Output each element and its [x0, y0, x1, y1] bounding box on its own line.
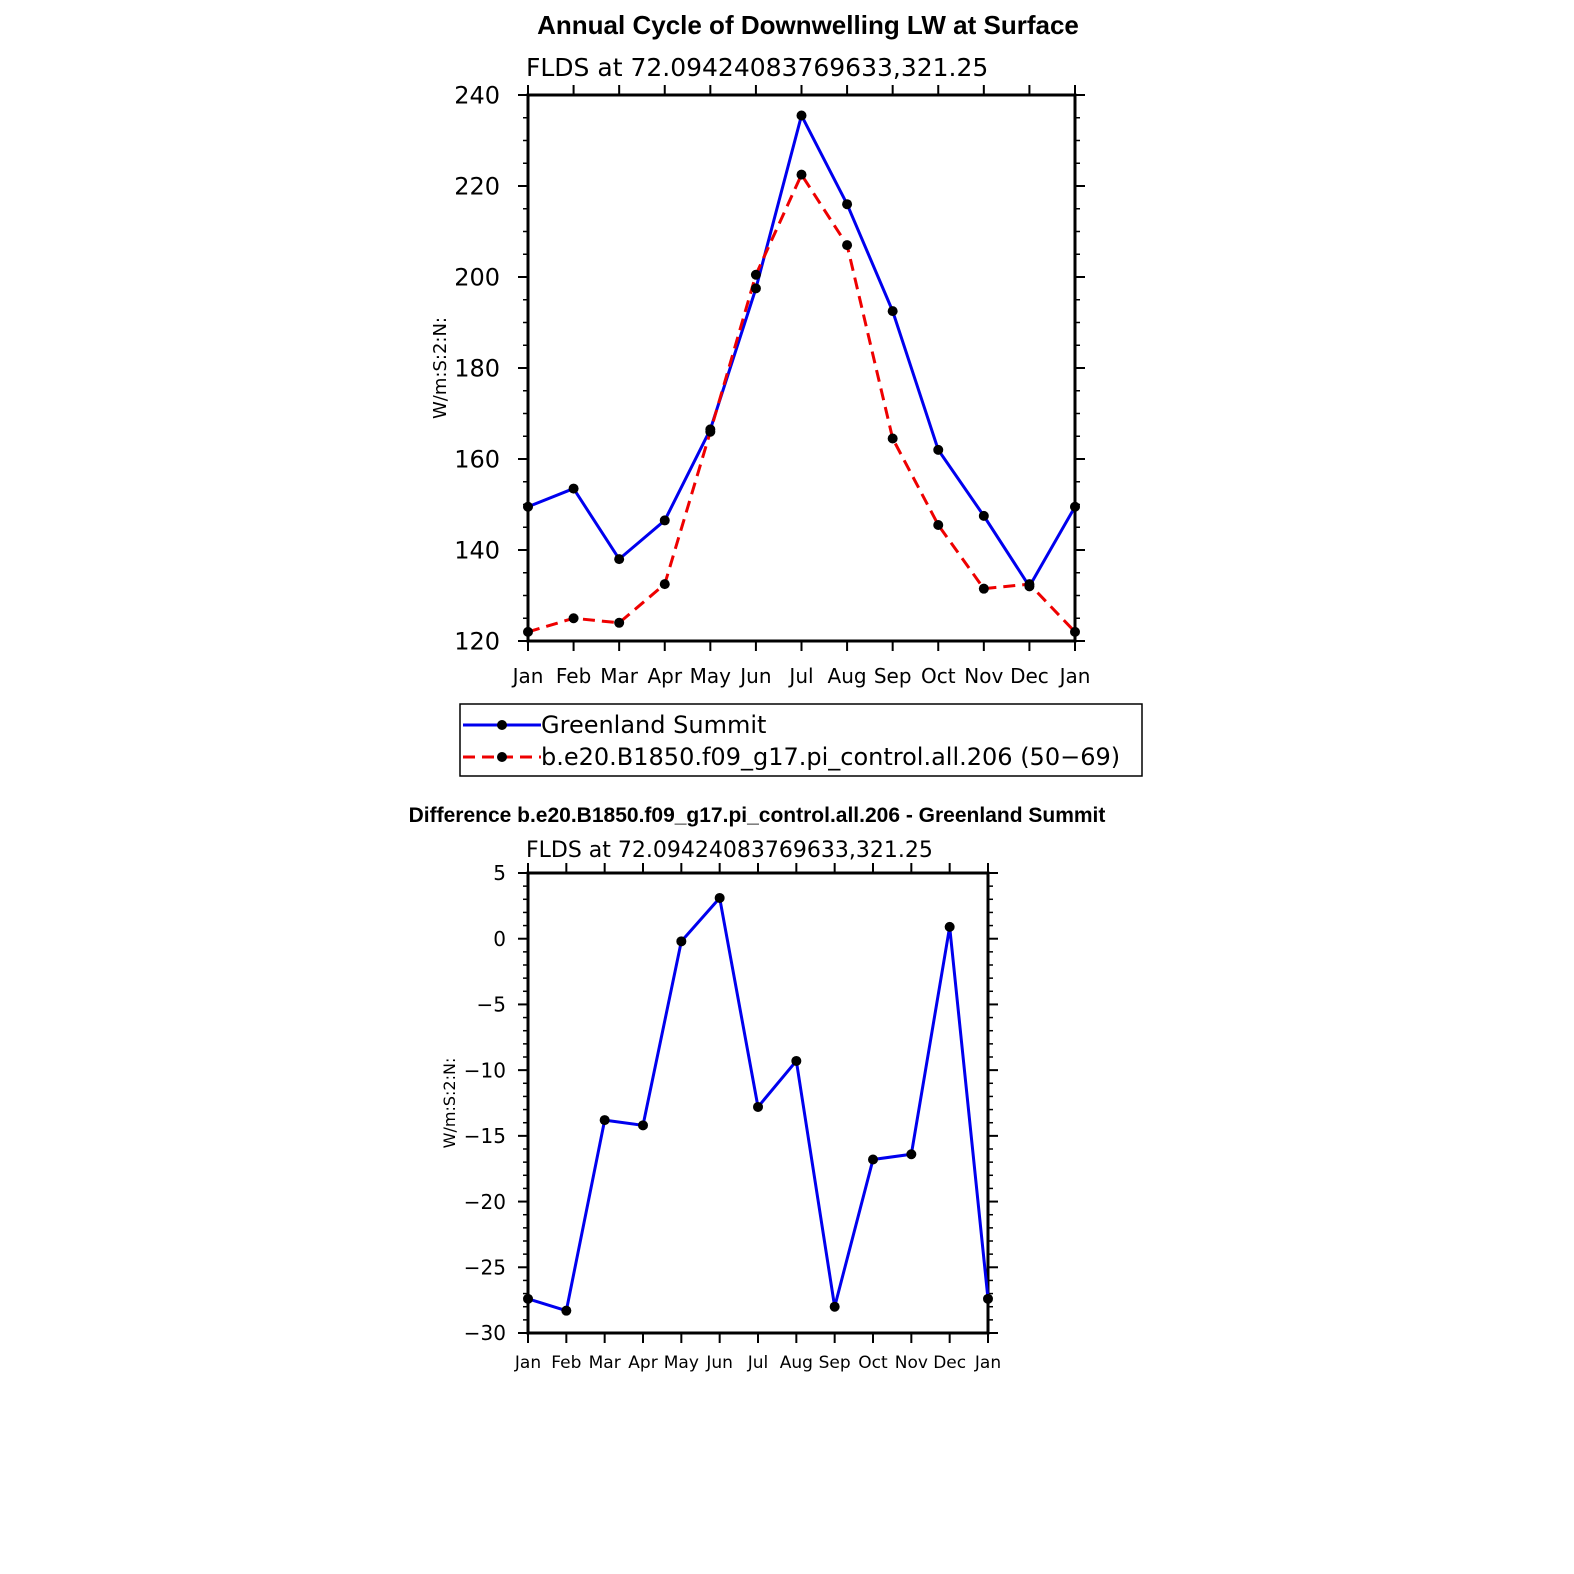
data-point-1	[933, 520, 943, 530]
chart-subtitle: FLDS at 72.09424083769633,321.25	[526, 838, 933, 863]
data-point-1	[1070, 627, 1080, 637]
data-point-0	[842, 199, 852, 209]
data-point-0	[523, 502, 533, 512]
series-group	[523, 893, 993, 1316]
data-point-1	[705, 427, 715, 437]
x-tick-label: Sep	[873, 664, 912, 688]
data-point-0	[830, 1302, 840, 1312]
x-tick-label: Aug	[827, 664, 867, 688]
y-tick-label: 5	[493, 861, 506, 886]
x-ticks	[514, 863, 1001, 1373]
x-tick-label: Apr	[628, 1353, 658, 1373]
data-point-0	[715, 893, 725, 903]
x-tick-label: Apr	[647, 664, 683, 688]
y-ticks	[454, 82, 1085, 656]
legend-label-greenland: Greenland Summit	[541, 711, 767, 739]
y-tick-label: 0	[493, 926, 506, 951]
data-point-1	[842, 240, 852, 250]
data-point-0	[791, 1056, 801, 1066]
data-point-1	[751, 270, 761, 280]
y-tick-label: −25	[463, 1255, 506, 1280]
x-tick-label: Mar	[600, 664, 639, 688]
y-tick-label: 140	[454, 536, 500, 565]
data-point-0	[561, 1306, 571, 1316]
x-tick-label: Jun	[740, 664, 772, 688]
data-point-1	[660, 579, 670, 589]
data-point-0	[945, 922, 955, 932]
chart-title: Difference b.e20.B1850.f09_g17.pi_control.all.206 - Greenland Summit	[408, 804, 1106, 827]
y-ticks	[464, 861, 998, 1345]
x-tick-label: Feb	[551, 1353, 582, 1373]
data-point-1	[614, 618, 624, 628]
x-tick-label: May	[663, 1353, 699, 1373]
series-group	[523, 110, 1080, 636]
data-point-1	[1024, 579, 1034, 589]
data-point-0	[979, 511, 989, 521]
x-tick-label: Jan	[974, 1353, 1002, 1373]
data-point-1	[797, 170, 807, 180]
y-tick-label: 120	[454, 627, 500, 656]
y-tick-label: −5	[476, 992, 506, 1017]
data-point-1	[888, 434, 898, 444]
difference-chart	[409, 804, 1106, 1373]
series-line-1	[528, 175, 1075, 632]
annual-cycle-chart	[430, 10, 1090, 688]
x-tick-label: Nov	[894, 1353, 928, 1373]
x-tick-label: Jan	[512, 664, 544, 688]
y-axis-label: W/m:S:2:N:	[430, 317, 451, 419]
y-tick-label: 200	[454, 263, 500, 292]
x-tick-label: Dec	[1010, 664, 1049, 688]
x-tick-label: Mar	[588, 1353, 621, 1373]
x-tick-label: Jun	[706, 1353, 733, 1373]
x-tick-label: Oct	[920, 664, 956, 688]
data-point-1	[979, 584, 989, 594]
y-tick-label: 240	[454, 81, 500, 110]
data-point-0	[614, 554, 624, 564]
data-point-0	[983, 1294, 993, 1304]
x-tick-label: May	[689, 664, 732, 688]
data-point-0	[638, 1120, 648, 1130]
legend-label-model: b.e20.B1850.f09_g17.pi_control.all.206 (50−69)	[541, 743, 1121, 771]
y-tick-label: 220	[454, 172, 500, 201]
data-point-0	[1070, 502, 1080, 512]
x-tick-label: Jul	[747, 1353, 769, 1373]
data-point-0	[797, 110, 807, 120]
y-tick-label: −20	[463, 1189, 506, 1214]
data-point-0	[868, 1155, 878, 1165]
x-tick-label: Jan	[1059, 664, 1091, 688]
chart-subtitle: FLDS at 72.09424083769633,321.25	[526, 53, 989, 82]
y-tick-label: −30	[463, 1321, 506, 1346]
x-tick-label: Sep	[818, 1353, 851, 1373]
x-tick-label: Jan	[514, 1353, 542, 1373]
x-tick-label: Aug	[779, 1353, 813, 1373]
data-point-0	[600, 1115, 610, 1125]
legend-marker-greenland	[497, 720, 507, 730]
y-axis-label: W/m:S:2:N:	[440, 1057, 459, 1149]
legend	[460, 704, 1142, 776]
y-tick-label: 180	[454, 354, 500, 383]
x-tick-label: Nov	[964, 664, 1004, 688]
y-tick-label: −15	[463, 1124, 506, 1149]
x-tick-label: Feb	[555, 664, 592, 688]
data-point-0	[676, 936, 686, 946]
x-tick-label: Jul	[789, 664, 814, 688]
data-point-1	[569, 613, 579, 623]
series-line-0	[528, 115, 1075, 586]
legend-marker-model	[497, 752, 507, 762]
data-point-0	[753, 1102, 763, 1112]
y-tick-label: 160	[454, 445, 500, 474]
x-tick-label: Dec	[933, 1353, 967, 1373]
data-point-0	[660, 515, 670, 525]
data-point-0	[523, 1294, 533, 1304]
y-tick-label: −10	[463, 1058, 506, 1083]
data-point-0	[906, 1149, 916, 1159]
data-point-0	[569, 484, 579, 494]
data-point-1	[523, 627, 533, 637]
data-point-0	[751, 283, 761, 293]
data-point-0	[888, 306, 898, 316]
data-point-0	[933, 445, 943, 455]
chart-title: Annual Cycle of Downwelling LW at Surface	[537, 10, 1079, 40]
x-tick-label: Oct	[858, 1353, 888, 1373]
